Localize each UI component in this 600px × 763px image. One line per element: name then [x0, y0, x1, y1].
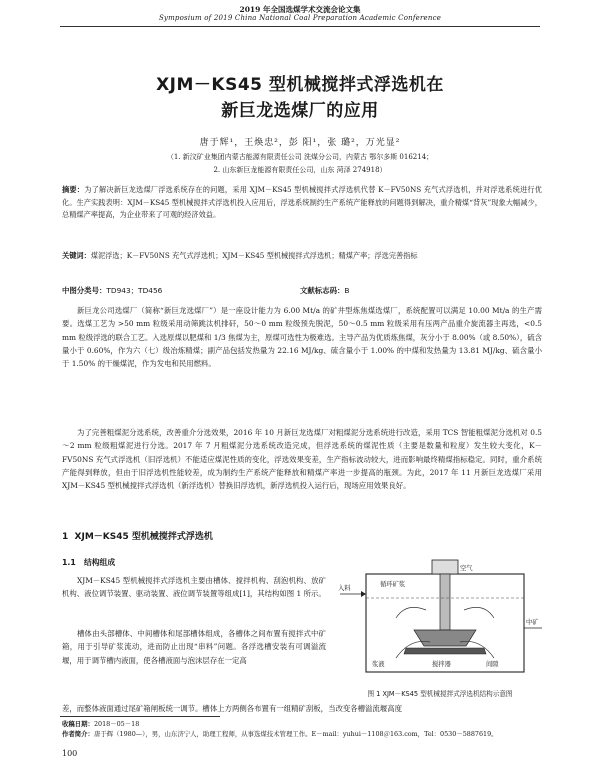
document-code [300, 285, 349, 296]
figure-caption: 图 1 XJM－KS45 型机械搅拌式浮选机结构示意图 [367, 690, 513, 698]
received-date: 2018－05－18 [93, 720, 140, 728]
paper-title-line-1: XJM－KS45 型机械搅拌式浮选机在 [156, 75, 444, 95]
keywords-label: 关键词： [62, 251, 91, 260]
section-heading-1-1 [62, 557, 115, 568]
document-code-label: 文献标志码： [300, 286, 345, 295]
body-paragraph-1: 新巨龙公司选煤厂（简称“新巨龙选煤厂”）是一座设计能力为 6.00 Mt/a 的矿井型炼焦煤选煤厂，系统配置可以满足 10.00 Mt/a 的生产需要。选煤工艺为 >50 mm 粒级采用动筛跳汰机排矸，50～0 mm 粒级预先脱泥，50～0.5 mm 粒级采用有压两产品重介旋流器主再选，<0.5 mm 粒级浮选的联合工艺。入选原煤以肥煤和 1/3 焦煤为主，原煤可选性为极难选。主导产品为优质炼焦煤，灰分小于 8.00%（或 8.50%），硫含量小于 0.60%，作为六（七）级冶炼精煤；副产品包括发热量为 22.16 MJ/kg、硫含量小于 1.00% 的中煤和发热量为 13.81 MJ/kg、硫含量小于 1.50% 的干燥煤泥，作为发电和民用燃料。 [62, 306, 543, 369]
figure-label-slurry: 浆液 [372, 661, 385, 668]
section-title: XJM－KS45 型机械搅拌式浮选机 [74, 532, 213, 542]
drive-unit [432, 560, 458, 574]
author-bio: 唐于辉（1980—），男，山东济宁人，助理工程师，从事选煤技术管理工作。E－mail：yuhui－1108＠163.com，Tel：0530－5887619。 [93, 730, 498, 738]
header-rule [60, 26, 540, 27]
affiliation-2: 2. 山东新巨龙能源有限责任公司，山东 菏泽 274918） [213, 166, 387, 174]
figure-label-feed: 入料 [338, 585, 351, 592]
subsection-title: 结构组成 [83, 558, 116, 567]
document-code-value: B [344, 286, 350, 295]
keywords [62, 250, 542, 263]
column-paragraph-1: XJM－KS45 型机械搅拌式浮选机主要由槽体、搅拌机构、刮泡机构、放矿机构、液位调节装置、驱动装置、液位调节装置等组成[1]，其结构如图 1 所示。 [62, 576, 326, 599]
feed-arrowhead [361, 591, 366, 597]
figure-label-middling: 中矿 [526, 619, 539, 626]
running-header-title: 2019 年全国选煤学术交流会论文集 [239, 5, 361, 14]
keywords-text: 煤泥浮选；K－FV50NS 充气式浮选机；XJM－KS45 型机械搅拌式浮选机；精煤产率；浮选完善指标 [90, 251, 418, 260]
footnote-rule [60, 716, 220, 717]
stator [404, 648, 486, 654]
abstract [62, 184, 542, 222]
page-number: 100 [62, 749, 78, 758]
footnote-received [62, 719, 542, 729]
classification-label: 中图分类号： [62, 286, 107, 295]
running-header-english: Symposium of 2019 China National Coal Preparation Academic Conference [158, 14, 442, 22]
body-paragraph-continued: 差，而整体液面通过尾矿箱闸板统一调节。槽体上方两侧各布置有一组精矿刮板，当改变各槽溢流堰高度 [62, 704, 402, 713]
figure-label-air: 空气 [460, 565, 473, 572]
subsection-number: 1.1 [62, 558, 76, 567]
classification-value: TD943；TD456 [106, 286, 163, 295]
paper-title-line-2: 新巨龙选煤厂的应用 [221, 101, 379, 121]
received-label: 收稿日期： [62, 720, 94, 728]
footnote-author [62, 729, 542, 739]
figure-label-impeller: 搅拌器 [432, 661, 451, 668]
body-paragraph-2: 为了完善粗煤泥分选系统，改善重介分选效果，2016 年 10 月新巨龙选煤厂对粗煤泥分选系统进行改造，采用 TCS 智能粗煤泥分选机对 0.5～2 mm 粒级粗煤泥进行分选。2017 年 7 月粗煤泥分选系统改造完成，但浮选系统的煤泥性质（主要是数量和粒度）发生较大变化，K－FV50NS 充气式浮选机（旧浮选机）不能适应煤泥性质的变化，浮选效果变差，生产指标波动较大，进而影响最终精煤指标稳定。同时，重介系统产能得到释放，但由于旧浮选机性能较差，成为制约生产系统产能释放和精煤产率进一步提高的瓶颈。为此，2017 年 11 月新巨龙选煤厂采用 XJM－KS45 型机械搅拌式浮选机（新浮选机）替换旧浮选机，新浮选机投入运行后，现场应用效果良好。 [62, 428, 542, 491]
figure-label-gap: 间隙 [486, 661, 499, 668]
abstract-text: 为了解决新巨龙选煤厂浮选系统存在的问题，采用 XJM－KS45 型机械搅拌式浮选机代替 K－FV50NS 充气式浮选机，并对浮选系统进行优化。生产实践表明：XJM－KS45 型机械搅拌式浮选机投入应用后，浮选系统制约生产系统产能释放的问题得到解决，重介精煤“背灰”现象大幅减少，总精煤产率提高，为企业带来了可观的经济效益。 [62, 185, 542, 219]
affiliation-1: （1. 新汶矿业集团内蒙古能源有限责任公司 洗煤分公司，内蒙古 鄂尔多斯 016214； [166, 153, 434, 161]
impeller [414, 630, 476, 646]
author-bio-label: 作者简介： [62, 730, 94, 738]
circulation-arrow-right [464, 607, 494, 618]
flotation-machine-diagram [336, 558, 546, 686]
figure-label-circulation: 循环矿浆 [380, 581, 406, 588]
shaft [440, 574, 450, 630]
flotation-machine-figure [336, 558, 546, 686]
section-number: 1 [62, 532, 69, 542]
circulation-arrow-left [396, 607, 426, 618]
section-heading-1 [62, 529, 213, 542]
classification [62, 285, 162, 296]
author-list: 唐于辉¹，王焕忠²，彭 阳¹，张 璐²，万光显² [199, 138, 401, 148]
abstract-label: 摘要： [62, 185, 85, 194]
column-paragraph-2: 槽体由头部槽体、中间槽体和尾部槽体组成，各槽体之间布置有搅拌式中矿箱，用于引导矿浆流动，进而防止出现“串料”问题。各浮选槽安装有可调溢流堰，用于调节槽内液面，使各槽液面与泡沫层存在一定高 [62, 629, 326, 665]
